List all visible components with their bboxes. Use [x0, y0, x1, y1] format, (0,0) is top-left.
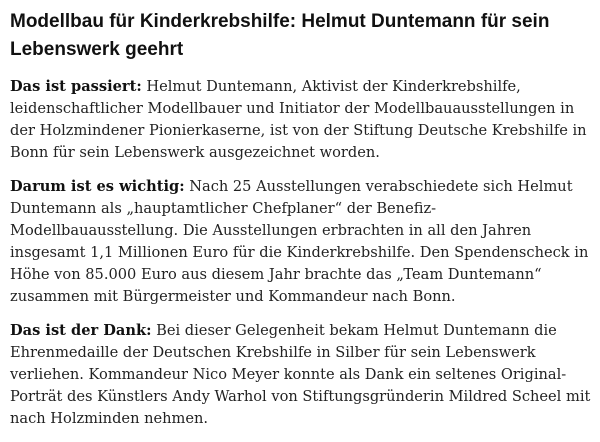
article — [10, 8, 592, 442]
section-text: Bei dieser Gelegenheit bekam Helmut Duntemann die Ehrenmedaille der Deutschen Krebshilfe in Silber für sein Lebenswerk verliehen. Kommandeur Nico Meyer konnte als Dank ein seltenes Original-Porträt des Künstlers Andy Warhol von Stiftungsgründerin Mildred Scheel mit nach Holzminden nehmen. — [10, 322, 591, 427]
section-lead: Das ist passiert: — [10, 78, 142, 95]
section-what-happened — [10, 76, 592, 164]
section-lead: Darum ist es wichtig: — [10, 178, 185, 195]
section-why-important — [10, 176, 592, 308]
article-headline: Modellbau für Kinderkrebshilfe: Helmut Duntemann für sein Lebenswerk geehrt — [10, 11, 550, 60]
section-thanks — [10, 320, 592, 430]
section-text: Helmut Duntemann, Aktivist der Kinderkrebshilfe, leidenschaftlicher Modellbauer und Initiator der Modellbauausstellungen in der Holzmindener Pionierkaserne, ist von der Stiftung Deutsche Krebshilfe in Bonn für sein Lebenswerk ausgezeichnet worden. — [10, 78, 587, 161]
section-text: Nach 25 Ausstellungen verabschiedete sich Helmut Duntemann als „hauptamtlicher Chefplaner“ der Benefiz-Modellbauausstellung. Die Ausstellungen erbrachten in all den Jahren insgesamt 1,1 Millionen Euro für die Kinderkrebshilfe. Den Spendenscheck in Höhe von 85.000 Euro aus diesem Jahr brachte das „Team Duntemann“ zusammen mit Bürgermeister und Kommandeur nach Bonn. — [10, 178, 589, 305]
section-lead: Das ist der Dank: — [10, 322, 152, 339]
